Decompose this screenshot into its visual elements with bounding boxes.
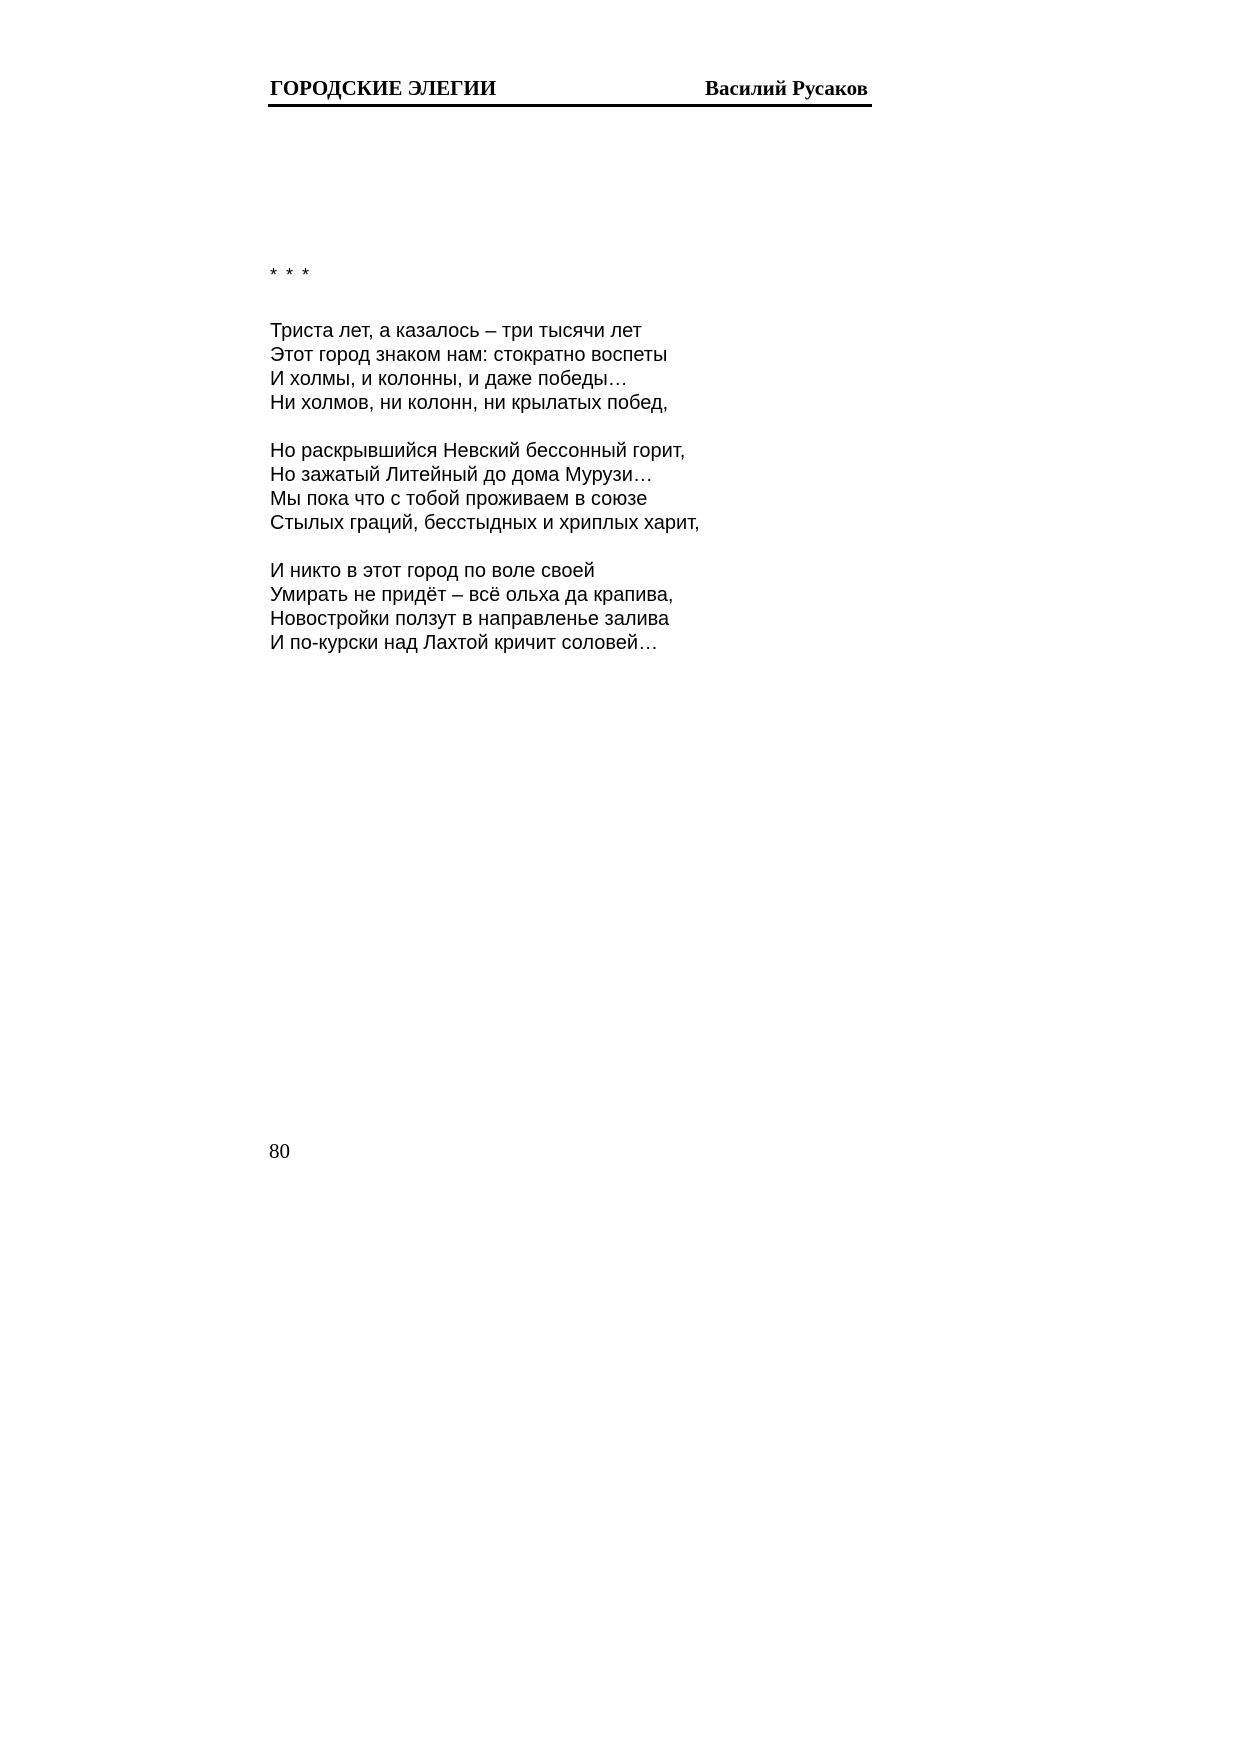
stanza-1 — [270, 319, 970, 415]
poem-line: Стылых граций, бесстыдных и хриплых харит, — [270, 512, 700, 534]
poem — [270, 263, 970, 679]
poem-line: Но раскрывшийся Невский бессонный горит, — [270, 440, 686, 462]
stanza-2 — [270, 439, 970, 535]
poem-line: Ни холмов, ни колонн, ни крылатых побед, — [270, 392, 669, 414]
poem-line: И холмы, и колонны, и даже победы… — [270, 368, 628, 390]
running-header — [268, 74, 872, 107]
page-number: 80 — [269, 1139, 290, 1163]
poem-line: Триста лет, а казалось – три тысячи лет — [270, 320, 642, 342]
poem-line: И по-курски над Лахтой кричит соловей… — [270, 632, 659, 654]
poem-line: И никто в этот город по воле своей — [270, 560, 595, 582]
poem-line: Новостройки ползут в направленье залива — [270, 608, 670, 630]
poem-line: Мы пока что с тобой проживаем в союзе — [270, 488, 648, 510]
poem-line: Умирать не придёт – всё ольха да крапива, — [270, 584, 674, 606]
book-title: ГОРОДСКИЕ ЭЛЕГИИ — [270, 76, 497, 100]
author-name: Василий Русаков — [704, 76, 868, 100]
poem-line: Но зажатый Литейный до дома Мурузи… — [270, 464, 653, 486]
stanza-3 — [270, 559, 970, 655]
poem-line: Этот город знаком нам: стократно воспеты — [270, 344, 668, 366]
poem-separator: * * * — [270, 265, 312, 285]
